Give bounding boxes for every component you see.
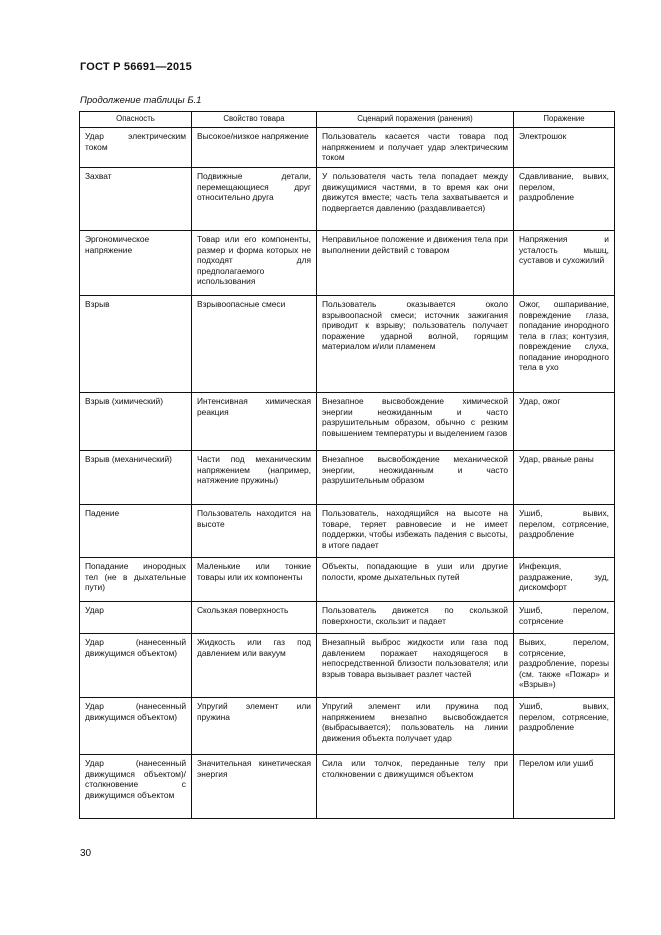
product-property-cell: Упругий элемент или пружина	[192, 698, 317, 755]
hazard-cell: Взрыв	[80, 296, 192, 393]
product-property-cell: Высокое/низкое напряжение	[192, 128, 317, 168]
hazard-cell: Падение	[80, 505, 192, 558]
injury-cell: Удар, ожог	[514, 393, 615, 451]
injury-scenario-cell: Пользователь движется по скользкой поверхности, скользит и падает	[317, 602, 514, 634]
injury-scenario-cell: Внезапное высвобождение химической энергии неожиданным и часто разрушительным образом, обычно с резким повышением температуры и выделением газов	[317, 393, 514, 451]
injury-scenario-cell: Неправильное положение и движения тела при выполнении действий с товаром	[317, 231, 514, 296]
hazard-cell: Удар (нанесенный движущимся объектом)/столкновение с движущимся объектом	[80, 755, 192, 819]
injury-scenario-cell: Внезапное высвобождение механической энергии, неожиданным и часто разрушительным образом	[317, 451, 514, 505]
table-row	[80, 755, 615, 819]
injury-cell: Ушиб, вывих, перелом, сотрясение, раздробление	[514, 698, 615, 755]
column-header-injury-scenario: Сценарий поражения (ранения)	[317, 112, 514, 128]
injury-scenario-cell: Упругий элемент или пружина под напряжением внезапно высвобождается (выбрасывается); пользователь на линии движения объекта получает удар	[317, 698, 514, 755]
table-row	[80, 168, 615, 231]
product-property-cell: Товар или его компоненты, размер и форма которых не подходят для предполагаемого использования	[192, 231, 317, 296]
table-row	[80, 634, 615, 698]
injury-cell: Ушиб, перелом, сотрясение	[514, 602, 615, 634]
table-row	[80, 602, 615, 634]
hazard-cell: Удар	[80, 602, 192, 634]
injury-cell: Инфекция, раздражение, зуд, дискомфорт	[514, 558, 615, 602]
table-row	[80, 451, 615, 505]
product-property-cell: Значительная кинетическая энергия	[192, 755, 317, 819]
hazard-cell: Удар (нанесенный движущимся объектом)	[80, 698, 192, 755]
hazard-cell: Попадание инородных тел (не в дыхательные пути)	[80, 558, 192, 602]
injury-cell: Напряжения и усталость мышц, суставов и сухожилий	[514, 231, 615, 296]
hazard-cell: Взрыв (химический)	[80, 393, 192, 451]
standard-header: ГОСТ Р 56691—2015	[80, 61, 192, 73]
injury-cell: Электрошок	[514, 128, 615, 168]
table-row	[80, 296, 615, 393]
injury-scenario-cell: Пользователь, находящийся на высоте на товаре, теряет равновесие и не имеет поддержки, чтобы избежать падения с высоты, в итоге падает	[317, 505, 514, 558]
product-property-cell: Скользкая поверхность	[192, 602, 317, 634]
page-number: 30	[80, 848, 92, 859]
table-row	[80, 558, 615, 602]
injury-scenario-cell: Внезапный выброс жидкости или газа под давлением поражает находящегося в непосредственной близости пользователя; или взрыв товара вызывает разлет частей	[317, 634, 514, 698]
product-property-cell: Жидкость или газ под давлением или вакуум	[192, 634, 317, 698]
table-row	[80, 393, 615, 451]
injury-scenario-cell: У пользователя часть тела попадает между движущимися частями, в то время как они движутся вместе; часть тела захватывается и подвергается давлению (раздавливается)	[317, 168, 514, 231]
table-row	[80, 698, 615, 755]
hazard-cell: Удар (нанесенный движущимся объектом)	[80, 634, 192, 698]
product-property-cell: Подвижные детали, перемещающиеся друг относительно друга	[192, 168, 317, 231]
injury-scenario-cell: Пользователь касается части товара под напряжением и получает удар электрическим током	[317, 128, 514, 168]
injury-cell: Сдавливание, вывих, перелом, раздробление	[514, 168, 615, 231]
column-header-injury: Поражение	[514, 112, 615, 128]
injury-cell: Перелом или ушиб	[514, 755, 615, 819]
product-property-cell: Маленькие или тонкие товары или их компоненты	[192, 558, 317, 602]
injury-scenario-cell: Сила или толчок, переданные телу при столкновении с движущимся объектом	[317, 755, 514, 819]
product-property-cell: Взрывоопасные смеси	[192, 296, 317, 393]
injury-scenario-cell: Объекты, попадающие в уши или другие полости, кроме дыхательных путей	[317, 558, 514, 602]
hazard-cell: Захват	[80, 168, 192, 231]
table-row	[80, 128, 615, 168]
injury-cell: Удар, рваные раны	[514, 451, 615, 505]
injury-cell: Ожог, ошпаривание, повреждение глаза, попадание инородного тела в глаз; контузия, повреждение слуха, попадание инородного тела в ухо	[514, 296, 615, 393]
injury-cell: Ушиб, вывих, перелом, сотрясение, раздробление	[514, 505, 615, 558]
injury-cell: Вывих, перелом, сотрясение, раздробление, порезы (см. также «Пожар» и «Взрыв»)	[514, 634, 615, 698]
hazard-table	[79, 111, 615, 819]
table-row	[80, 505, 615, 558]
injury-scenario-cell: Пользователь оказывается около взрывоопасной смеси; источник зажигания приводит к взрыву; пользователь получает поражение ударной волной, горящим материалом и/или пламенем	[317, 296, 514, 393]
product-property-cell: Части под механическим напряжением (например, натяжение пружины)	[192, 451, 317, 505]
hazard-cell: Взрыв (механический)	[80, 451, 192, 505]
hazard-cell: Эргономическое напряжение	[80, 231, 192, 296]
table-row	[80, 231, 615, 296]
table-header-row	[80, 112, 615, 128]
product-property-cell: Интенсивная химическая реакция	[192, 393, 317, 451]
table-caption: Продолжение таблицы Б.1	[80, 95, 202, 106]
hazard-cell: Удар электрическим током	[80, 128, 192, 168]
column-header-product-property: Свойство товара	[192, 112, 317, 128]
column-header-hazard: Опасность	[80, 112, 192, 128]
product-property-cell: Пользователь находится на высоте	[192, 505, 317, 558]
